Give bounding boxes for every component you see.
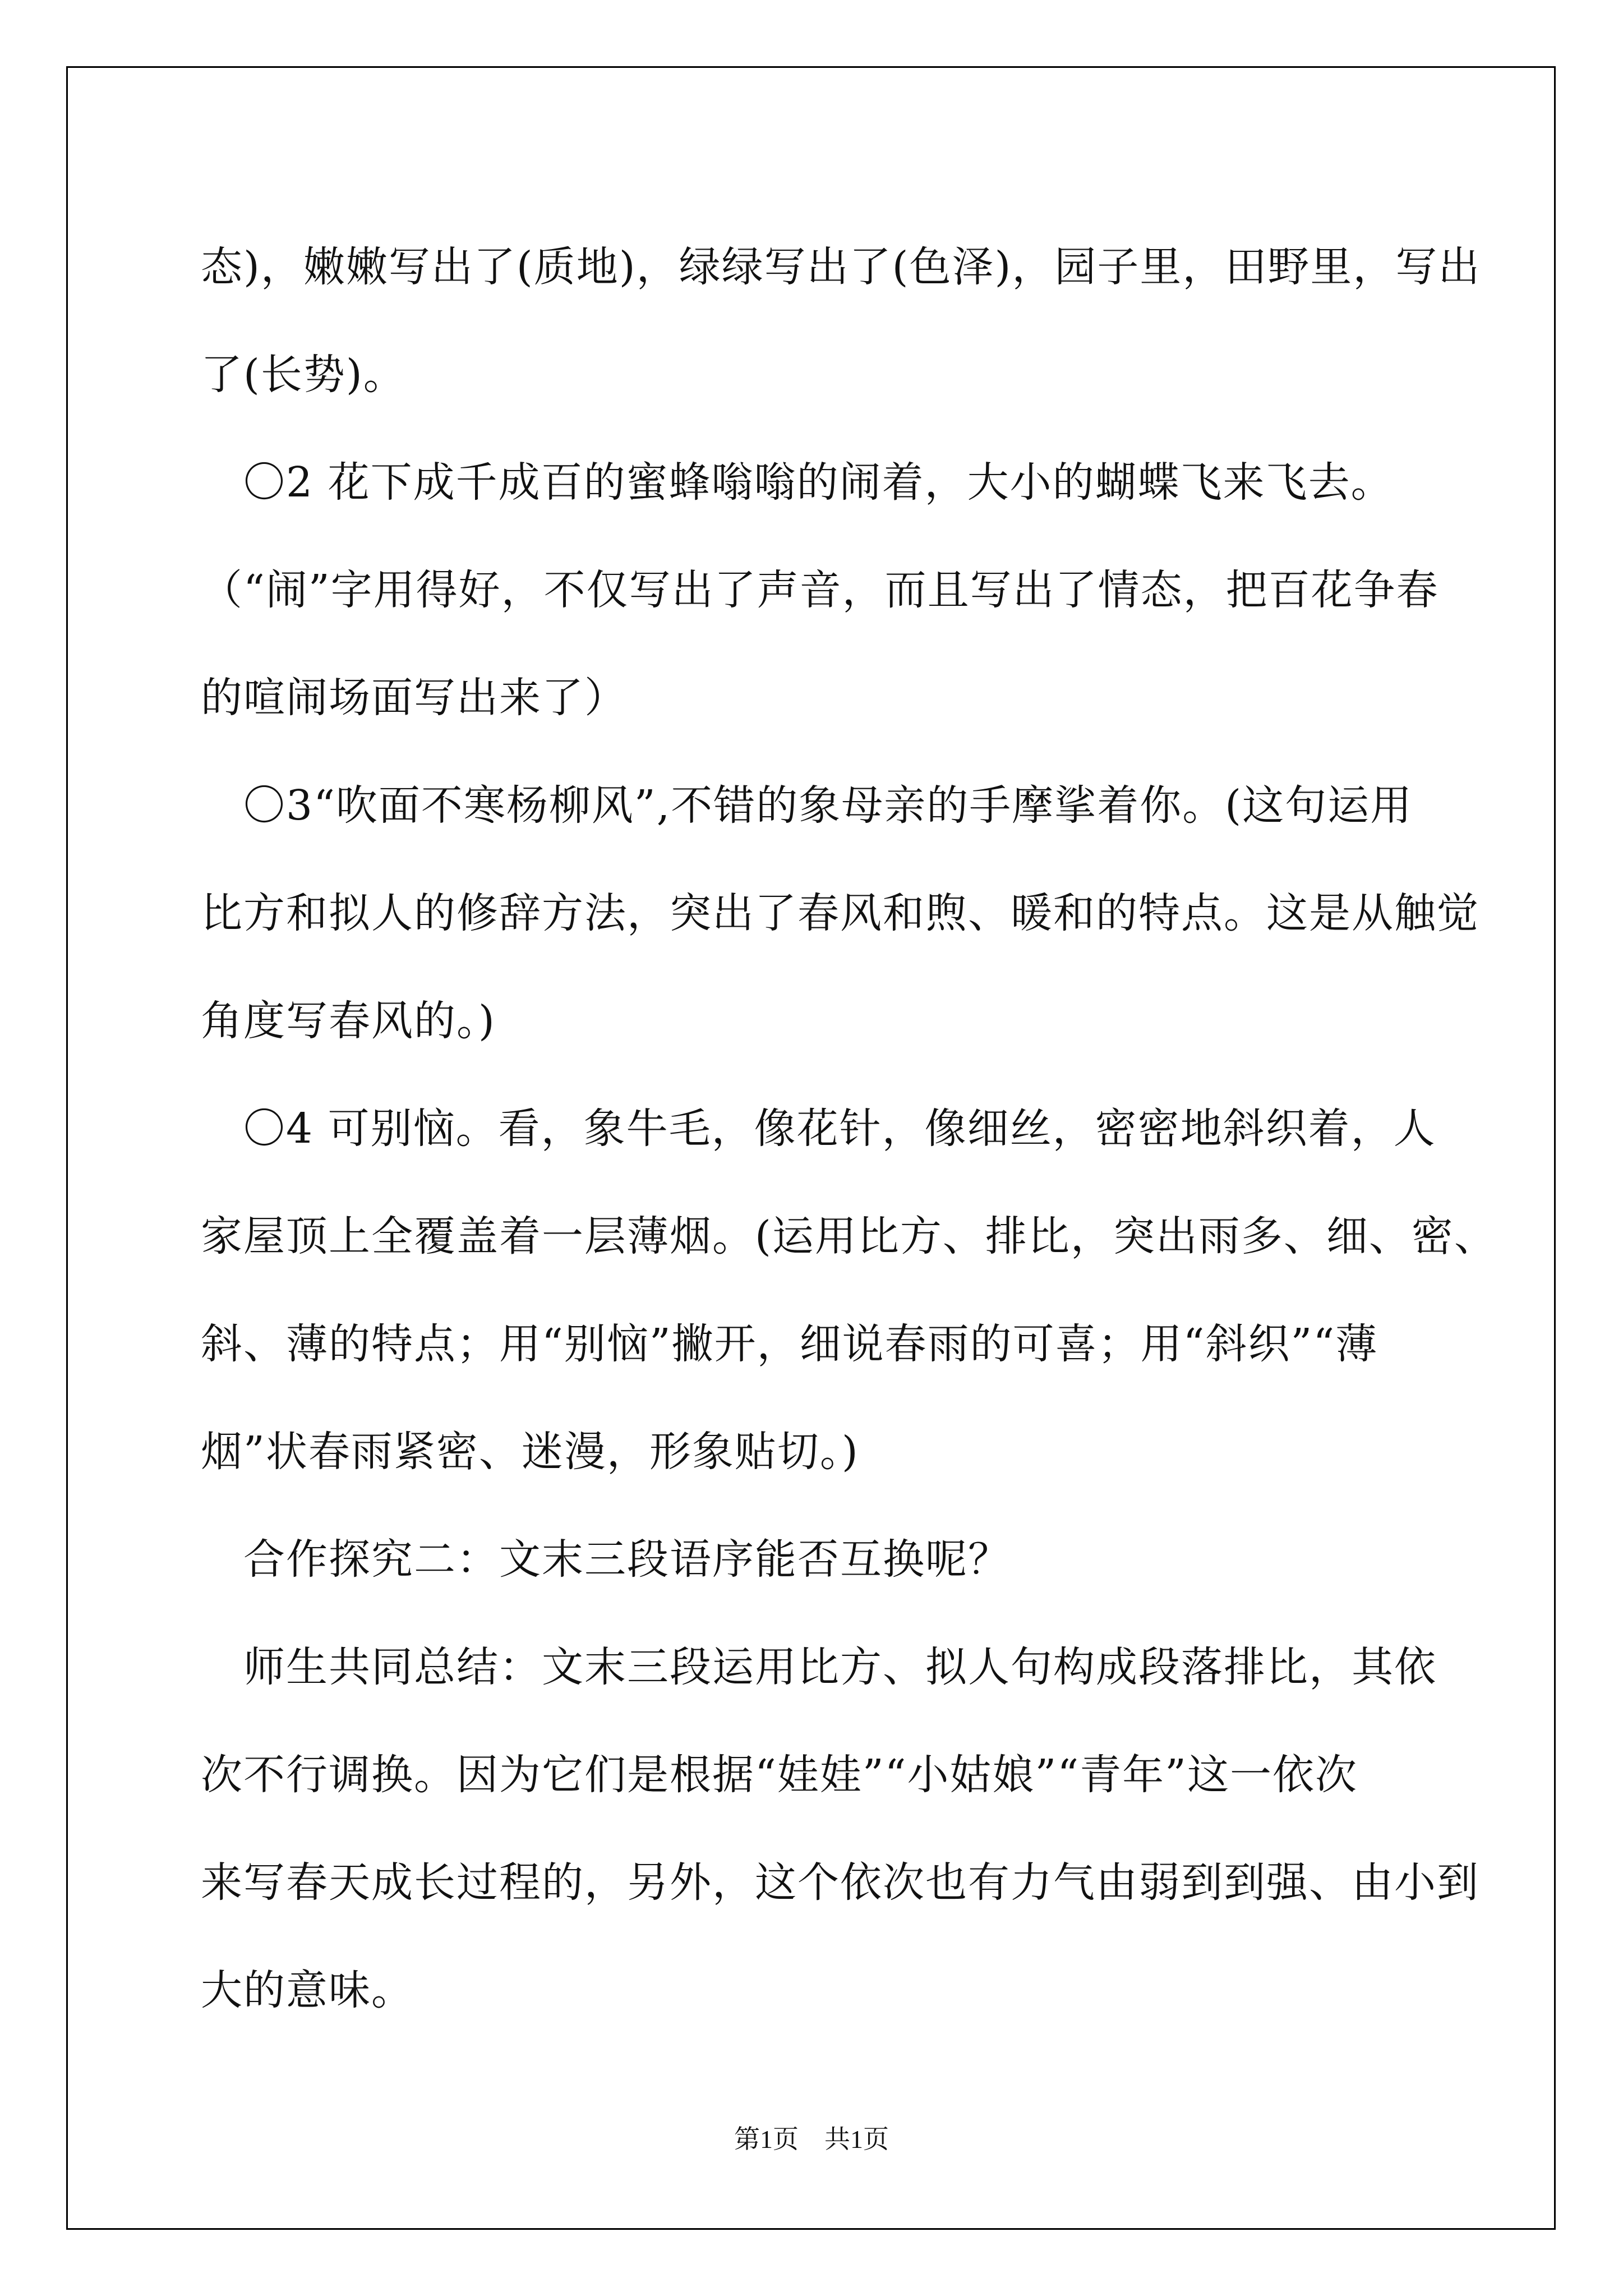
page-footer: 第1页 共1页 xyxy=(734,2125,889,2154)
text-line: 师生共同总结：文末三段运用比方、拟人句构成段落排比，其依 xyxy=(201,1643,1437,1691)
text-line: 态)，嫩嫩写出了(质地)，绿绿写出了(色泽)，园子里，田野里，写出 xyxy=(201,243,1481,291)
text-line: 〇4 可别恼。看，象牛毛，像花针，像细丝，密密地斜织着，人 xyxy=(201,1105,1436,1153)
text-line: 比方和拟人的修辞方法，突出了春风和煦、暖和的特点。这是从触觉 xyxy=(201,889,1479,937)
document-body xyxy=(201,213,1497,2044)
text-line: 次不行调换。因为它们是根据“娃娃”“小姑娘”“青年”这一依次 xyxy=(201,1751,1358,1799)
text-line: 了(长势)。 xyxy=(201,351,406,399)
text-line: 烟”状春雨紧密、迷漫，形象贴切。) xyxy=(201,1428,859,1476)
text-line: 的喧闹场面写出来了） xyxy=(201,674,627,722)
text-line: 斜、薄的特点；用“别恼”撇开，细说春雨的可喜；用“斜织”“薄 xyxy=(201,1320,1378,1368)
text-line: 家屋顶上全覆盖着一层薄烟。(运用比方、排比，突出雨多、细、密、 xyxy=(201,1212,1497,1260)
text-line: 〇3“吹面不寒杨柳风”,不错的象母亲的手摩挲着你。(这句运用 xyxy=(201,781,1413,830)
text-line: 〇2 花下成千成百的蜜蜂嗡嗡的闹着，大小的蝴蝶飞来飞去。 xyxy=(201,458,1394,507)
text-line: 角度写春风的。) xyxy=(201,997,496,1045)
text-line: 合作探究二：文末三段语序能否互换呢？ xyxy=(201,1535,1011,1584)
text-line: 来写春天成长过程的，另外，这个依次也有力气由弱到到强、由小到 xyxy=(201,1858,1479,1907)
text-line: 大的意味。 xyxy=(201,1966,414,2014)
text-line: （“闹”字用得好，不仅写出了声音，而且写出了情态，把百花争春 xyxy=(201,566,1439,614)
